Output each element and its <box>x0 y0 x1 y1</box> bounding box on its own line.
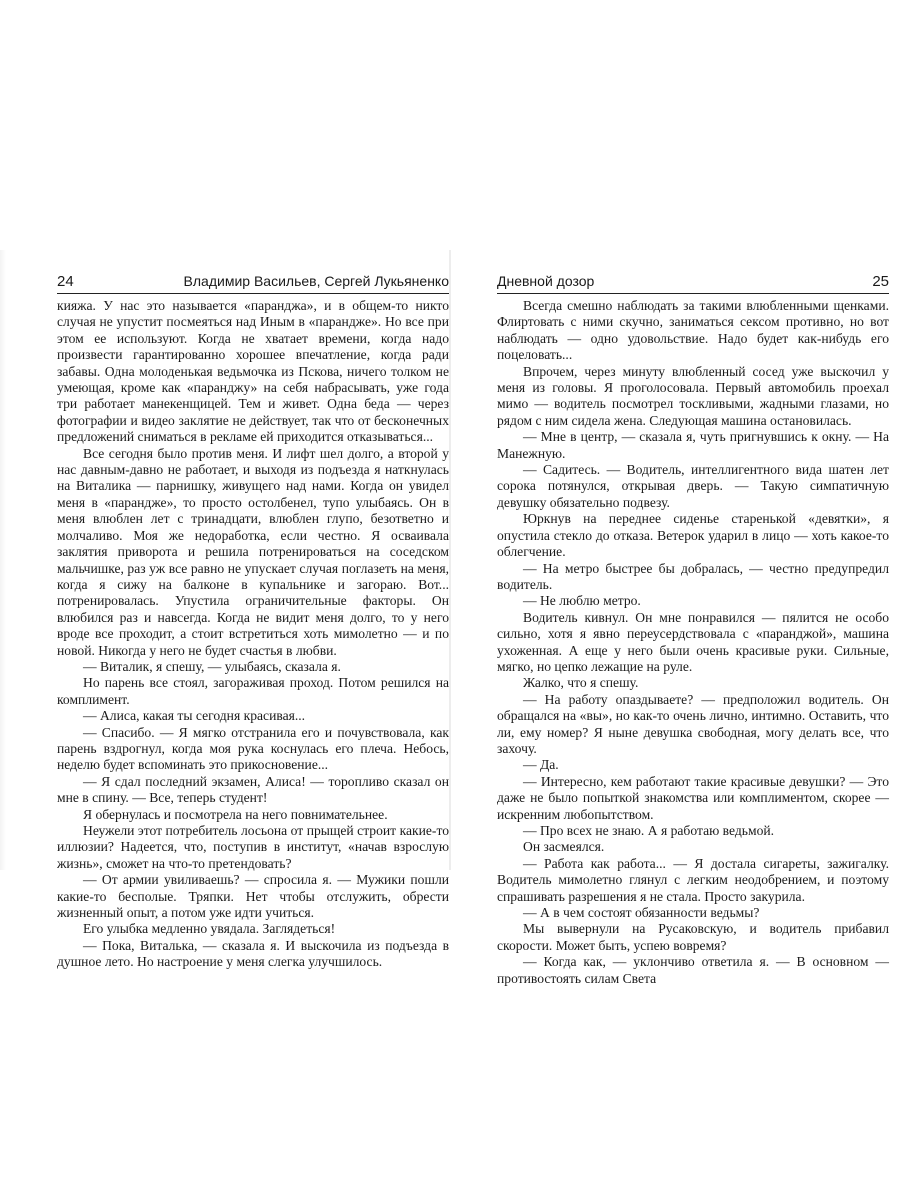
paragraph: Юркнув на переднее сиденье старенькой «девятки», я опустила стекло до отказа. Ветерок ударил в лицо — хоть какое-то облегчение. <box>497 511 889 560</box>
paragraph: — Спасибо. — Я мягко отстранила его и почувствовала, как парень вздрогнул, когда моя рука коснулась его плеча. Небось, неделю будет вспоминать это прикосновение... <box>57 724 449 773</box>
book-gutter <box>449 250 451 870</box>
right-page <box>497 272 889 987</box>
paragraph: Жалко, что я спешу. <box>523 675 639 691</box>
left-page-body <box>57 298 449 971</box>
paragraph: — На работу опаздываете? — предположил водитель. Он обращался на «вы», но как-то очень лично, интимно. Оставить, что ли, ему номер? Я ныне девушка свободная, могу делать все, что захочу. <box>497 691 889 756</box>
paragraph: Водитель кивнул. Он мне понравился — пялится не особо сильно, хотя я явно переусердствовала с «паранджой», машина ухоженная. А еще у него были очень красивые руки. Сильные, мягко, но цепко лежащие на руле. <box>497 609 889 674</box>
paragraph: — Мне в центр, — сказала я, чуть пригнувшись к окну. — На Манежную. <box>497 429 889 461</box>
right-page-number: 25 <box>872 273 889 290</box>
paragraph: — На метро быстрее бы добралась, — честно предупредил водитель. <box>497 560 889 592</box>
paragraph: — Про всех не знаю. А я работаю ведьмой. <box>523 823 775 838</box>
paragraph: — Садитесь. — Водитель, интеллигентного вида шатен лет сорока потянулся, открывая дверь. — Такую симпатичную девушку обязательно подвезу. <box>497 462 889 510</box>
left-page-number: 24 <box>57 273 74 290</box>
paragraph: — А в чем состоят обязанности ведьмы? <box>523 905 760 921</box>
paragraph: Я обернулась и посмотрела на него повнимательнее. <box>83 806 388 822</box>
paragraph: — Интересно, кем работают такие красивые девушки? — Это даже не было попыткой знакомства или комплиментом, скорее — искренним любопытством. <box>497 773 889 822</box>
paragraph: Он засмеялся. <box>523 839 605 855</box>
paragraph: Всегда смешно наблюдать за такими влюбленными щенками. Флиртовать с ними скучно, заниматься сексом противно, но вот наблюдать — одно удовольствие. Надо будет как-нибудь его поцеловать... <box>497 298 889 363</box>
paragraph: — Да. <box>523 757 559 773</box>
right-page-body <box>497 298 889 987</box>
paragraph: Но парень все стоял, загораживая проход. Потом решился на комплимент. <box>57 675 449 707</box>
paragraph: — Виталик, я спешу, — улыбаясь, сказала я. <box>83 658 341 674</box>
paragraph: Его улыбка медленно увядала. Заглядеться! <box>83 921 336 937</box>
paragraph: — Работа как работа... — Я достала сигареты, зажигалку. Водитель мимолетно глянул с легким неодобрением, и поэтому спрашивать разрешения я не стала. Просто закурила. <box>497 855 889 904</box>
paragraph: кияжа. У нас это называется «паранджа», и в общем-то никто случая не упустит посмеяться над Иным в «парандже». Но все при этом ее используют. Когда не хватает времени, когда надо произвести гарантированно хорошее впечатление, когда ради забавы. Одна молоденькая ведьмочка из Пскова, ничего толком не умеющая, кроме как «паранджу» на себя набрасывать, уже года три работает манекенщицей. Тем и живет. Одна беда — через фотографии и видео заклятие не действует, так что от бесконечных предложений сниматься в рекламе ей приходится отказываться... <box>57 298 449 445</box>
paragraph: Мы вывернули на Русаковскую, и водитель прибавил скорости. Может быть, успею вовремя? <box>497 921 889 953</box>
left-page <box>57 272 449 971</box>
paragraph: Все сегодня было против меня. И лифт шел долго, а второй у нас давным-давно не работает, и выходя из подъезда я наткнулась на Виталика — парнишку, живущего над нами. Когда он увидел меня в «парандже», то просто остолбенел, тупо улыбаясь. Он в меня влюблен лет с тринадцати, влюблен глупо, безответно и молчаливо. Моя же недоработка, если честно. Я осваивала заклятия приворота и решила потренироваться на соседском мальчишке, раз уж все равно не упускает случая поглазеть на меня, когда я сижу на балконе в купальнике и загораю. Вот... потренировалась. Упустила ограничительные факторы. Он влюбился раз и навсегда. Когда не видит меня долго, то у него вроде все проходит, а стоит встретиться хоть мимолетно — и по новой. Никогда у него не будет счастья в любви. <box>57 445 449 658</box>
paragraph: — Алиса, какая ты сегодня красивая... <box>83 708 306 724</box>
paragraph: — Не люблю метро. <box>523 593 641 609</box>
paragraph: — Я сдал последний экзамен, Алиса! — торопливо сказал он мне в спину. — Все, теперь студент! <box>57 773 449 806</box>
paragraph: Впрочем, через минуту влюбленный сосед уже выскочил у меня из головы. Я проголосовала. Первый автомобиль проехал мимо — водитель посмотрел тоскливыми, жадными глазами, но рядом с ним сидела жена. Следующая машина остановилась. <box>497 363 889 428</box>
left-running-head-authors: Владимир Васильев, Сергей Лукьяненко <box>183 273 449 289</box>
paragraph: — Пока, Виталька, — сказала я. И выскочила из подъезда в душное лето. Но настроение у меня слегка улучшилось. <box>57 937 449 970</box>
right-running-head-title: Дневной дозор <box>497 273 595 289</box>
paragraph: — От армии увиливаешь? — спросила я. — Мужики пошли какие-то бесполые. Тряпки. Нет чтобы отслужить, обрести жизненный опыт, а потом уже идти учиться. <box>57 872 449 921</box>
paragraph: — Когда как, — уклончиво ответила я. — В основном — противостоять силам Света <box>497 954 889 986</box>
scan-edge-shadow <box>0 250 6 870</box>
left-running-header <box>57 272 449 294</box>
right-running-header <box>497 272 889 294</box>
paragraph: Неужели этот потребитель лосьона от прыщей строит какие-то иллюзии? Надеется, что, поступив в институт, «начав взрослую жизнь», сможет на что-то претендовать? <box>57 823 449 871</box>
